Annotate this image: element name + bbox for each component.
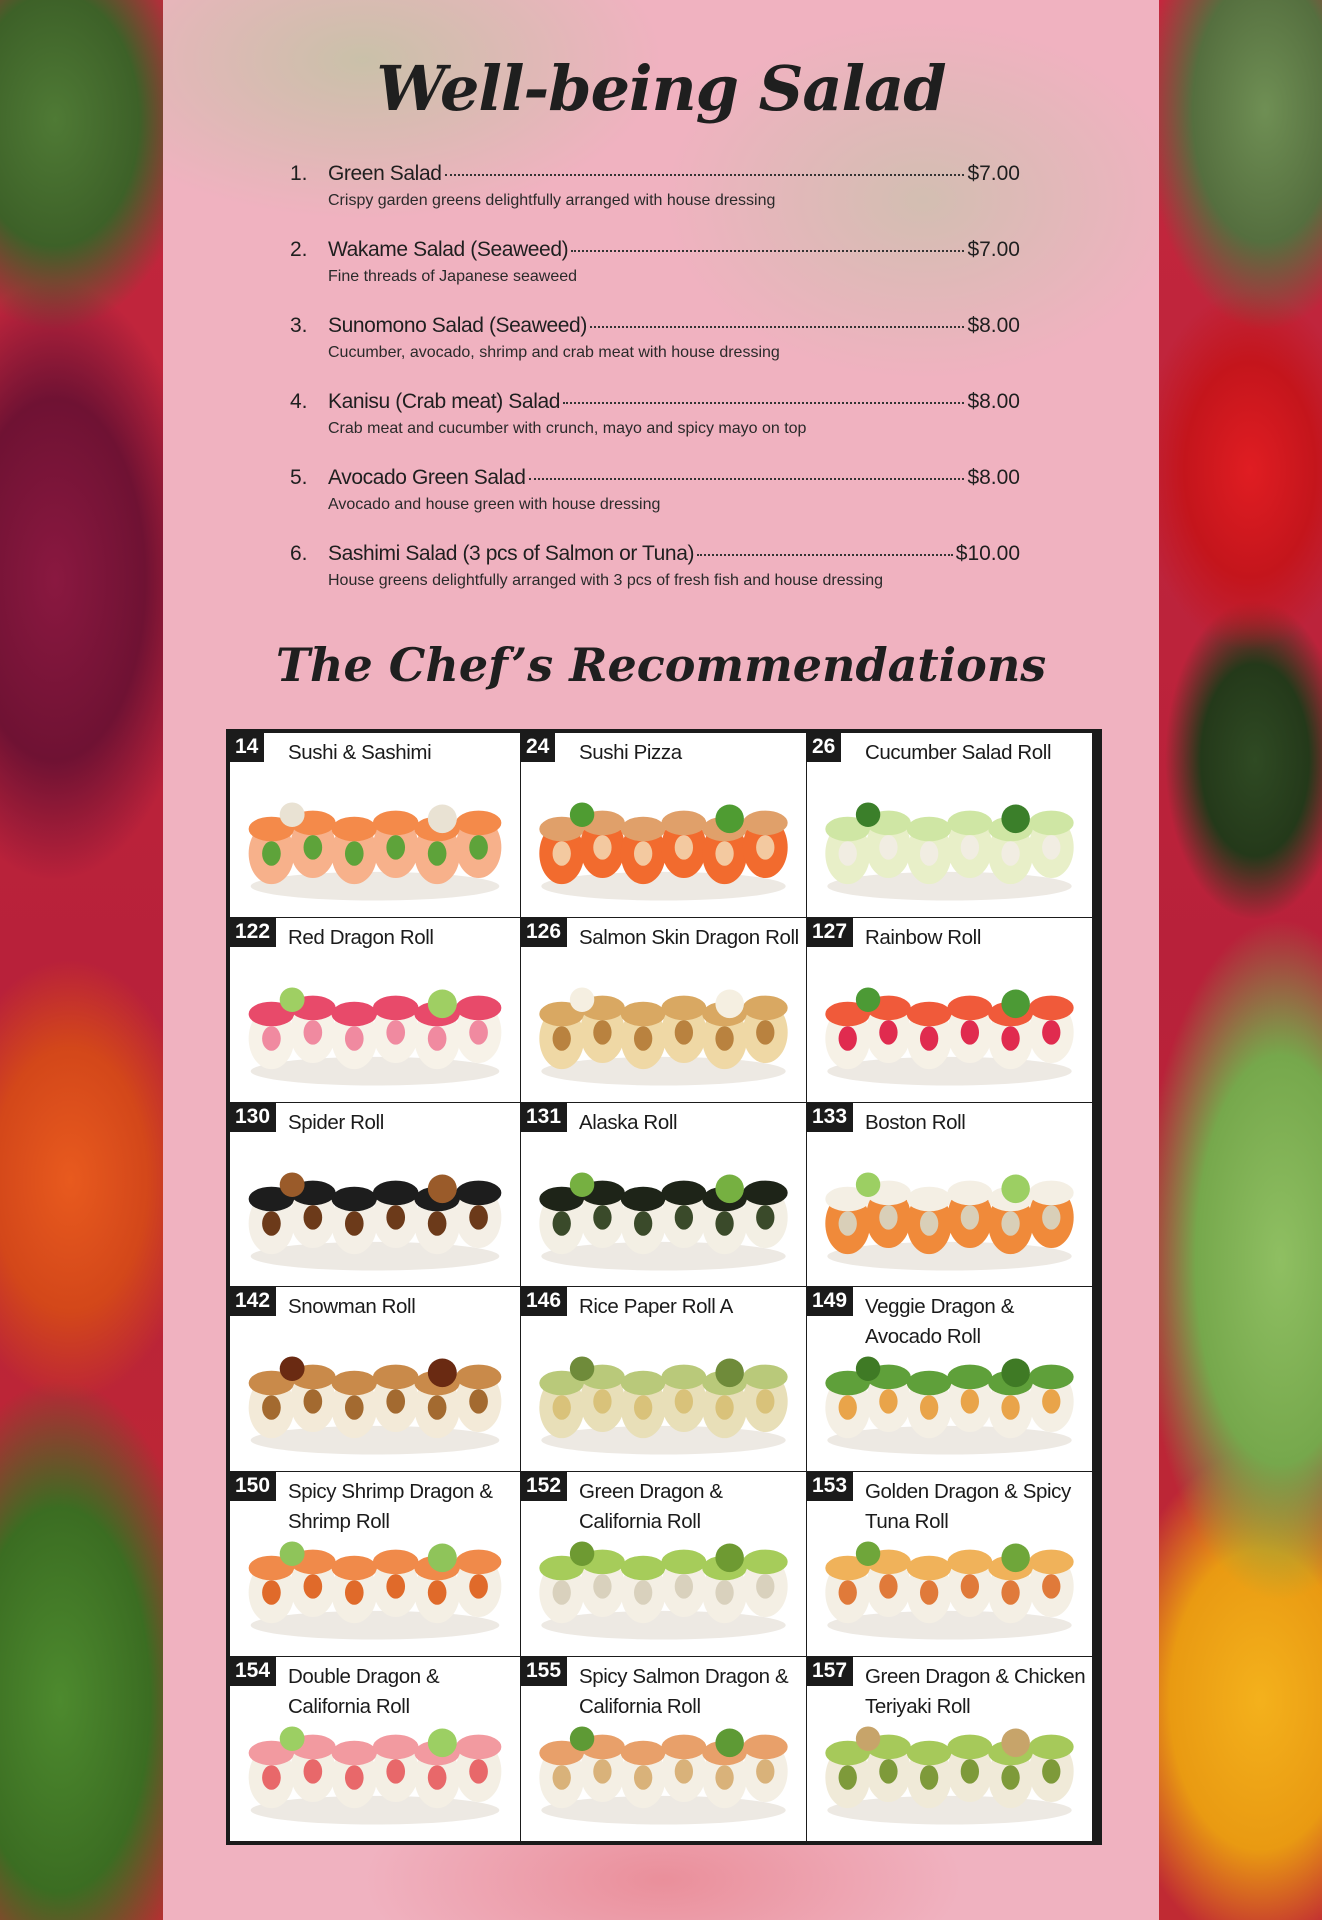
item-name: Spicy Shrimp Dragon & Shrimp Roll [288,1480,493,1534]
salad-price: $8.00 [967,314,1020,337]
menu-item-card [521,733,806,917]
salad-name: Sunomono Salad (Seaweed) [328,314,587,337]
salad-number: 5. [290,466,308,489]
menu-item-card [807,733,1092,917]
menu-item-card [521,1287,806,1471]
recommendations-grid [226,729,1102,1845]
item-number-badge: 157 [807,1657,853,1686]
salad-number: 3. [290,314,308,337]
salad-name: Green Salad [328,162,442,185]
dot-leader [590,326,965,328]
item-number-badge: 131 [521,1103,567,1132]
item-number-badge: 150 [230,1472,276,1501]
item-name: Spicy Salmon Dragon & California Roll [579,1665,789,1719]
item-number-badge: 149 [807,1287,853,1316]
salad-list [290,162,1020,618]
salad-description: Cucumber, avocado, shrimp and crab meat with house dressing [328,344,780,361]
item-name: Cucumber Salad Roll [865,741,1052,764]
menu-item-card [521,1472,806,1656]
item-name: Salmon Skin Dragon Roll [579,925,799,949]
chef-section-title: The Chef’s Recommendations [275,638,1047,692]
item-number-badge: 122 [230,918,276,947]
item-number-badge: 26 [807,733,841,762]
salad-line [328,466,1020,490]
salad-item [290,314,1020,390]
item-name: Veggie Dragon & Avocado Roll [865,1295,1015,1349]
salad-price: $8.00 [967,466,1020,489]
menu-item-card [230,918,520,1102]
item-name: Alaska Roll [579,1110,678,1134]
item-number-badge: 14 [230,733,264,762]
item-name: Red Dragon Roll [288,925,434,949]
salad-line [328,162,1020,186]
dot-leader [571,250,964,252]
menu-item-card [230,1103,520,1287]
salad-description: Avocado and house green with house dressing [328,496,661,513]
menu-item-card [521,918,806,1102]
item-number-badge: 24 [521,733,555,762]
item-number-badge: 127 [807,918,853,947]
item-name: Boston Roll [865,1110,966,1134]
menu-item-card [230,1472,520,1656]
salad-name: Wakame Salad (Seaweed) [328,238,569,261]
dot-leader [697,554,953,556]
item-name: Rice Paper Roll A [579,1295,733,1319]
salad-name: Kanisu (Crab meat) Salad [328,390,561,413]
salad-name: Avocado Green Salad [328,466,526,489]
salad-item [290,162,1020,238]
salad-price: $8.00 [967,390,1020,413]
salad-price: $10.00 [955,542,1020,565]
menu-item-card [521,1657,806,1841]
menu-item-card [807,1472,1092,1656]
salad-section-title: Well-being Salad [376,52,946,125]
item-name: Rainbow Roll [865,925,981,949]
menu-item-card [807,1287,1092,1471]
menu-item-card [230,1287,520,1471]
dot-leader [529,478,965,480]
salad-price: $7.00 [967,162,1020,185]
item-name: Snowman Roll [288,1295,416,1319]
item-number-badge: 142 [230,1287,276,1316]
menu-item-card [807,1657,1092,1841]
salad-number: 6. [290,542,308,565]
item-name: Double Dragon & California Roll [288,1665,440,1719]
item-name: Spider Roll [288,1110,384,1134]
salad-description: House greens delightfully arranged with 3 pcs of fresh fish and house dressing [328,572,883,589]
salad-line [328,314,1020,338]
salad-number: 1. [290,162,308,185]
salad-description: Crab meat and cucumber with crunch, mayo and spicy mayo on top [328,420,807,437]
salad-item [290,238,1020,314]
item-name: Green Dragon & Chicken Teriyaki Roll [865,1665,1086,1719]
salad-item [290,542,1020,618]
menu-item-card [807,918,1092,1102]
salad-number: 2. [290,238,308,261]
salad-line [328,390,1020,414]
salad-description: Crispy garden greens delightfully arranged with house dressing [328,192,776,209]
salad-line [328,542,1020,566]
item-name: Sushi & Sashimi [288,741,432,764]
item-number-badge: 152 [521,1472,567,1501]
item-number-badge: 153 [807,1472,853,1501]
salad-price: $7.00 [967,238,1020,261]
menu-item-card [230,1657,520,1841]
menu-item-card [807,1103,1092,1287]
item-number-badge: 130 [230,1103,276,1132]
salad-description: Fine threads of Japanese seaweed [328,268,578,285]
item-number-badge: 154 [230,1657,276,1686]
salad-name: Sashimi Salad (3 pcs of Salmon or Tuna) [328,542,695,565]
item-name: Sushi Pizza [579,741,682,764]
item-name: Golden Dragon & Spicy Tuna Roll [865,1480,1071,1534]
menu-item-card [521,1103,806,1287]
item-number-badge: 155 [521,1657,567,1686]
dot-leader [445,174,965,176]
menu-item-card [230,733,520,917]
item-number-badge: 133 [807,1103,853,1132]
item-name: Green Dragon & California Roll [579,1480,723,1534]
item-number-badge: 126 [521,918,567,947]
salad-line [328,238,1020,262]
salad-item [290,390,1020,466]
item-number-badge: 146 [521,1287,567,1316]
salad-number: 4. [290,390,308,413]
dot-leader [563,402,964,404]
salad-item [290,466,1020,542]
